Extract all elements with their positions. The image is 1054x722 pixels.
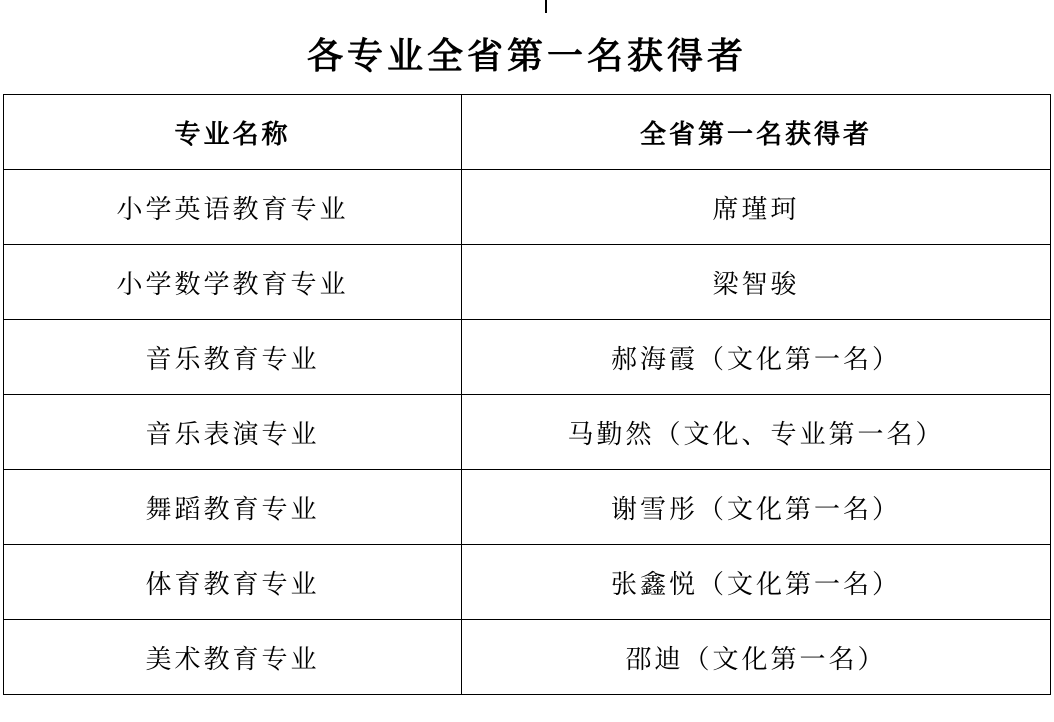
header-major: 专业名称 <box>4 95 462 170</box>
winner-cell: 梁智骏 <box>462 245 1051 320</box>
winner-cell: 张鑫悦（文化第一名） <box>462 545 1051 620</box>
table-row <box>4 320 1051 395</box>
table-row <box>4 620 1051 695</box>
major-cell: 舞蹈教育专业 <box>4 470 462 545</box>
major-cell: 音乐表演专业 <box>4 395 462 470</box>
major-cell: 音乐教育专业 <box>4 320 462 395</box>
table-row <box>4 395 1051 470</box>
table-row <box>4 170 1051 245</box>
major-cell: 小学英语教育专业 <box>4 170 462 245</box>
winner-cell: 席瑾珂 <box>462 170 1051 245</box>
table-row <box>4 545 1051 620</box>
table-row <box>4 245 1051 320</box>
winners-table <box>3 94 1051 695</box>
winner-cell: 马勤然（文化、专业第一名） <box>462 395 1051 470</box>
document-title: 各专业全省第一名获得者 <box>306 35 747 77</box>
winner-cell: 郝海霞（文化第一名） <box>462 320 1051 395</box>
major-cell: 小学数学教育专业 <box>4 245 462 320</box>
winner-cell: 邵迪（文化第一名） <box>462 620 1051 695</box>
text-cursor-mark <box>545 0 547 13</box>
table-header-row <box>4 95 1051 170</box>
major-cell: 美术教育专业 <box>4 620 462 695</box>
table-row <box>4 470 1051 545</box>
winner-cell: 谢雪彤（文化第一名） <box>462 470 1051 545</box>
header-winner: 全省第一名获得者 <box>462 95 1051 170</box>
major-cell: 体育教育专业 <box>4 545 462 620</box>
